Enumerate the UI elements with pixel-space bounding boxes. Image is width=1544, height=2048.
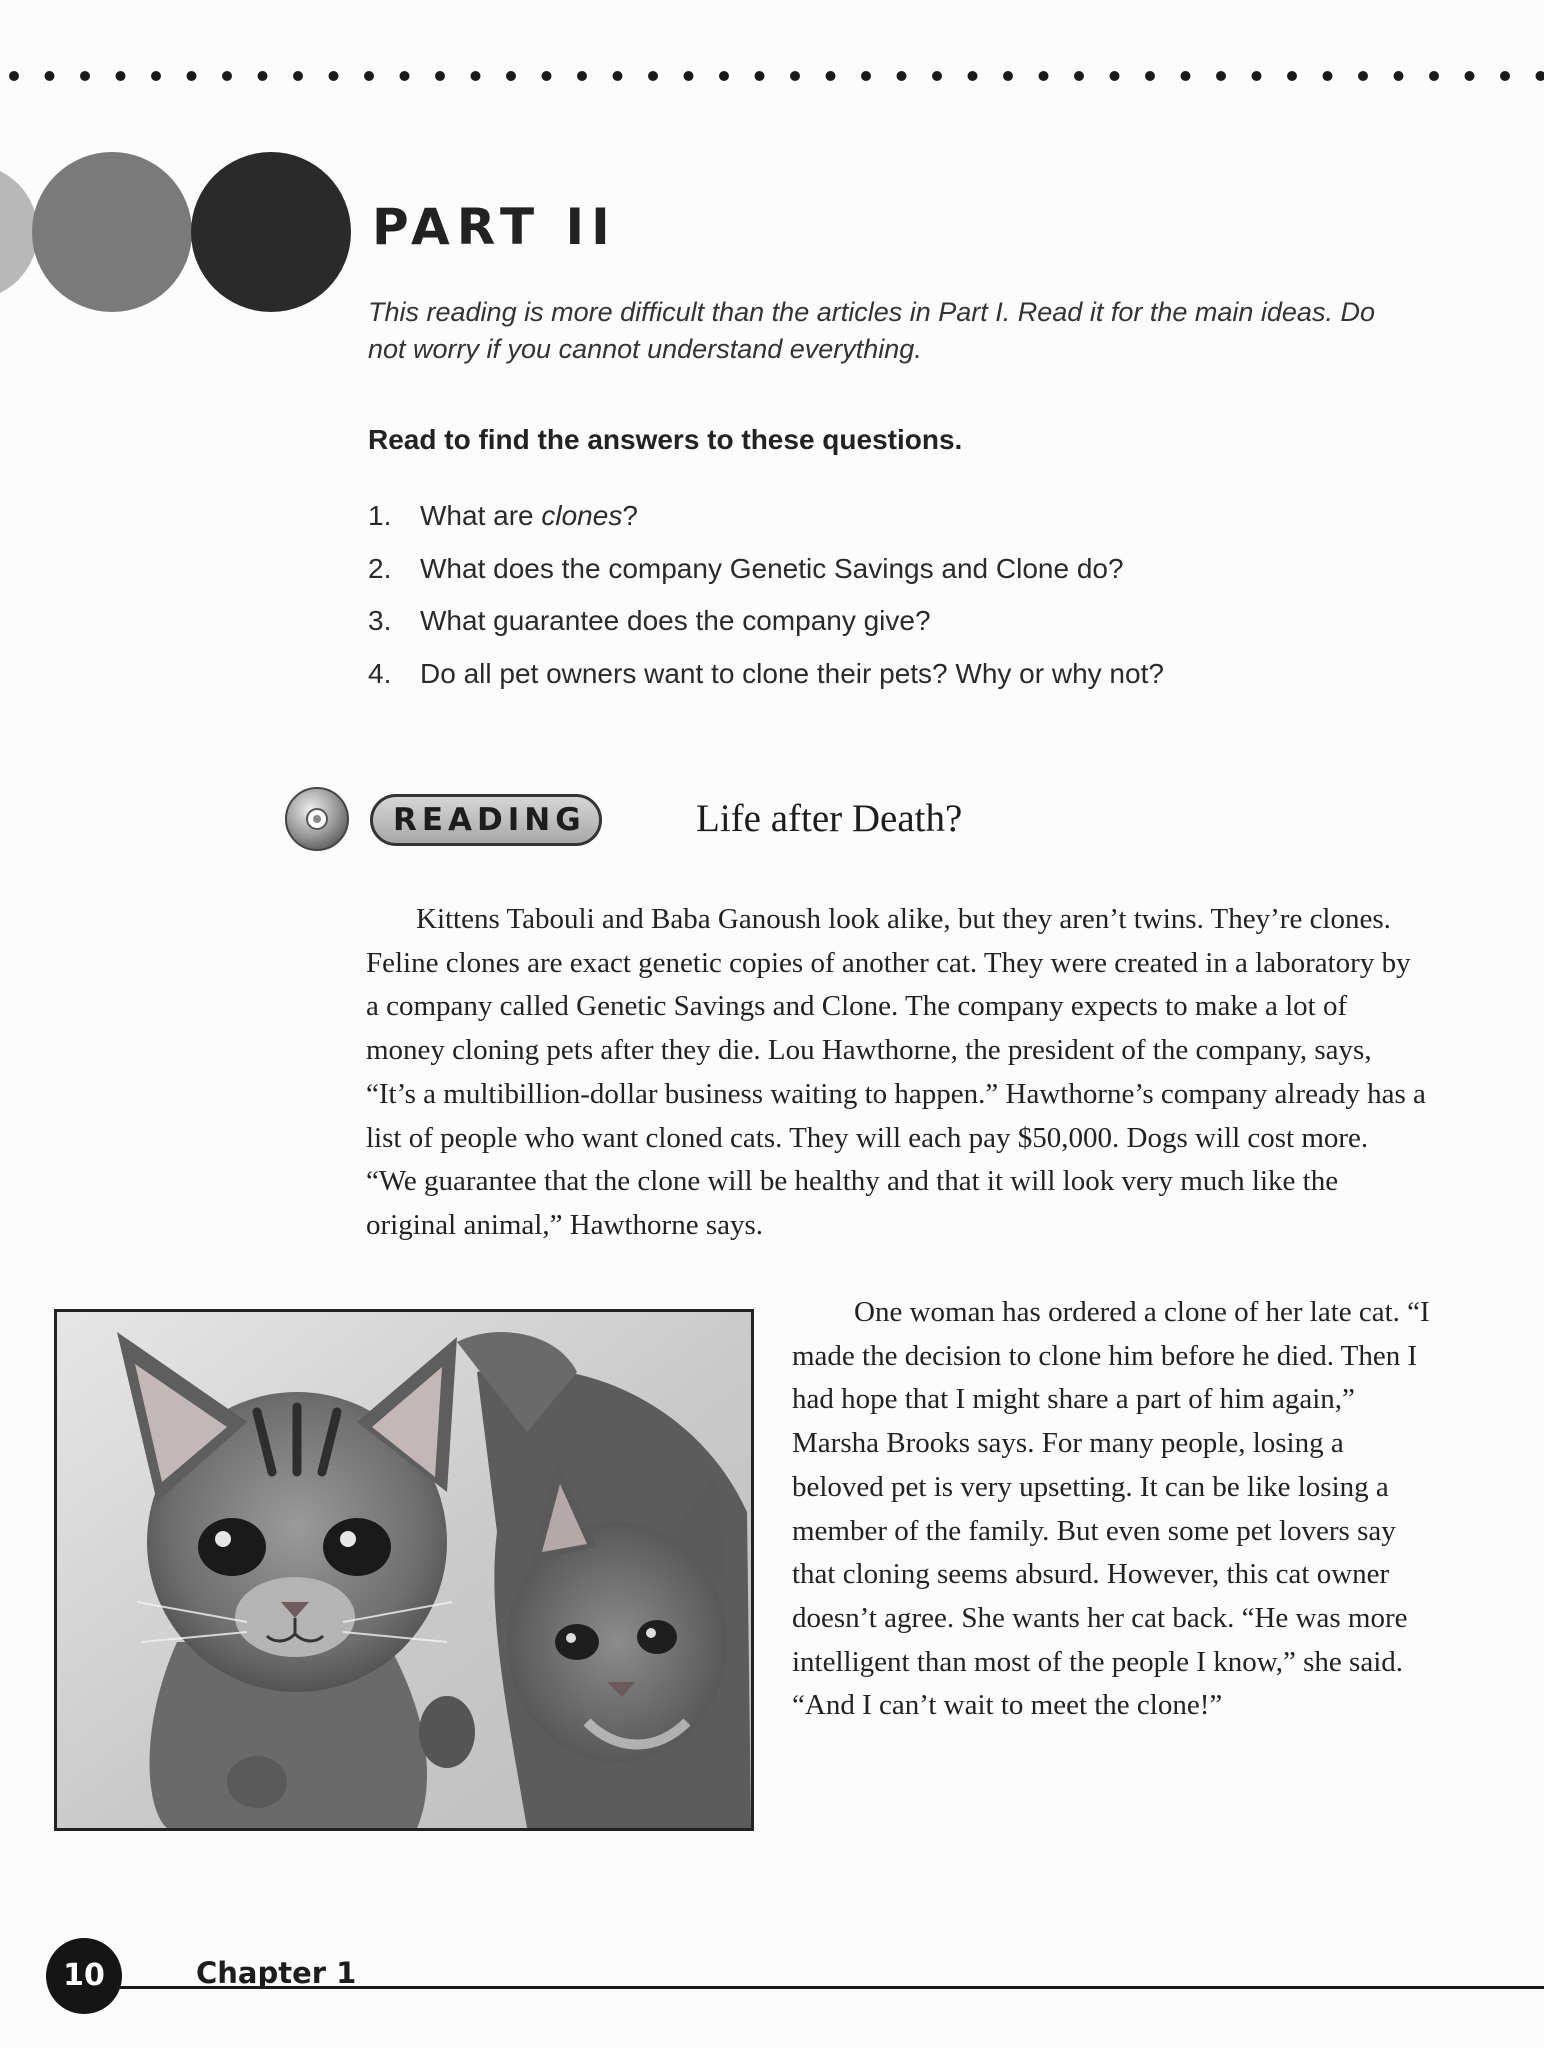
border-dot <box>80 71 90 81</box>
border-dot <box>435 71 445 81</box>
reading-title: Life after Death? <box>696 797 963 840</box>
questions-list <box>368 490 1468 700</box>
border-dot <box>719 71 729 81</box>
border-dot <box>45 71 55 81</box>
border-dot <box>968 71 978 81</box>
border-dot <box>613 71 623 81</box>
reading-paragraph-2: One woman has ordered a clone of her late cat. “I made the decision to clone him before he died. Then I had hope that I might share a part of him again,” Marsha Brooks says. For many people, losing a beloved pet is very upsetting. It can be like losing a member of the family. But even some pet lovers say that cloning seems absurd. However, this cat owner doesn’t agree. She wants her cat back. “He was more intelligent than most of the people I know,” she said. “And I can’t wait to meet the clone!” <box>792 1296 1430 1722</box>
border-dot <box>932 71 942 81</box>
border-dot <box>897 71 907 81</box>
border-dot <box>1110 71 1120 81</box>
question-item <box>368 648 1468 701</box>
question-item <box>368 490 1468 543</box>
intro-text: This reading is more difficult than the articles in Part I. Read it for the main ideas. Do not worry if you cannot understand everything. <box>368 297 1375 364</box>
circle-dark <box>191 152 351 312</box>
border-dot <box>648 71 658 81</box>
border-dot <box>1500 71 1510 81</box>
question-text: What guarantee does the company give? <box>420 605 931 636</box>
border-dot <box>400 71 410 81</box>
border-dot <box>1394 71 1404 81</box>
kittens-photo <box>54 1309 754 1831</box>
border-dot <box>151 71 161 81</box>
border-dot <box>116 71 126 81</box>
border-dot <box>1216 71 1226 81</box>
question-number: 1. <box>368 500 392 531</box>
border-dot <box>258 71 268 81</box>
border-dot <box>187 71 197 81</box>
audio-cd-icon <box>282 784 352 854</box>
chapter-label: Chapter 1 <box>196 1956 357 1990</box>
page-number-badge: 10 <box>46 1938 122 2014</box>
question-item <box>368 543 1468 596</box>
border-dot <box>329 71 339 81</box>
question-text: What does the company Genetic Savings and Clone do? <box>420 552 1124 584</box>
border-dot <box>684 71 694 81</box>
border-dot <box>1003 71 1013 81</box>
border-dot <box>293 71 303 81</box>
decorative-circles <box>0 150 360 320</box>
border-dot <box>1429 71 1439 81</box>
part-title: PART II <box>372 198 617 256</box>
dotted-border <box>0 64 1544 88</box>
border-dot <box>1074 71 1084 81</box>
reading-paragraph-1: Kittens Tabouli and Baba Ganoush look alike, but they aren’t twins. They’re clones. Feline clones are exact genetic copies of another cat. They were created in a laboratory by a company called Genetic Savings and Clone. The company expects to make a lot of money cloning pets after they die. Lou Hawthorne, the president of the company, says, “It’s a multibillion-dollar business waiting to happen.” Hawthorne’s company already has a list of people who want cloned cats. They will each pay $50,000. Dogs will cost more. “We guarantee that the clone will be healthy and that it will look very much like the original animal,” Hawthorne says. <box>366 903 1426 1241</box>
border-dot <box>506 71 516 81</box>
border-dot <box>755 71 765 81</box>
border-dot <box>1323 71 1333 81</box>
border-dot <box>1039 71 1049 81</box>
reading-label: READING <box>370 794 602 846</box>
question-emphasis: clones <box>541 500 623 531</box>
question-number: 2. <box>368 552 392 584</box>
border-dot <box>222 71 232 81</box>
border-dot <box>1465 71 1475 81</box>
question-text-end: ? <box>622 500 638 531</box>
border-dot <box>9 71 19 81</box>
border-dot <box>364 71 374 81</box>
border-dot <box>1536 71 1544 81</box>
question-text: What are <box>420 500 542 531</box>
question-text: Do all pet owners want to clone their pets? Why or why not? <box>420 657 1164 689</box>
border-dot <box>1358 71 1368 81</box>
border-dot <box>577 71 587 81</box>
border-dot <box>790 71 800 81</box>
border-dot <box>542 71 552 81</box>
border-dot <box>826 71 836 81</box>
border-dot <box>861 71 871 81</box>
circle-mid <box>32 152 192 312</box>
question-number: 3. <box>368 605 392 636</box>
questions-heading: Read to find the answers to these questions. <box>368 424 963 455</box>
border-dot <box>1287 71 1297 81</box>
border-dot <box>1252 71 1262 81</box>
border-dot <box>1181 71 1191 81</box>
border-dot <box>1145 71 1155 81</box>
question-number: 4. <box>368 657 392 689</box>
question-item <box>368 595 1468 648</box>
border-dot <box>471 71 481 81</box>
